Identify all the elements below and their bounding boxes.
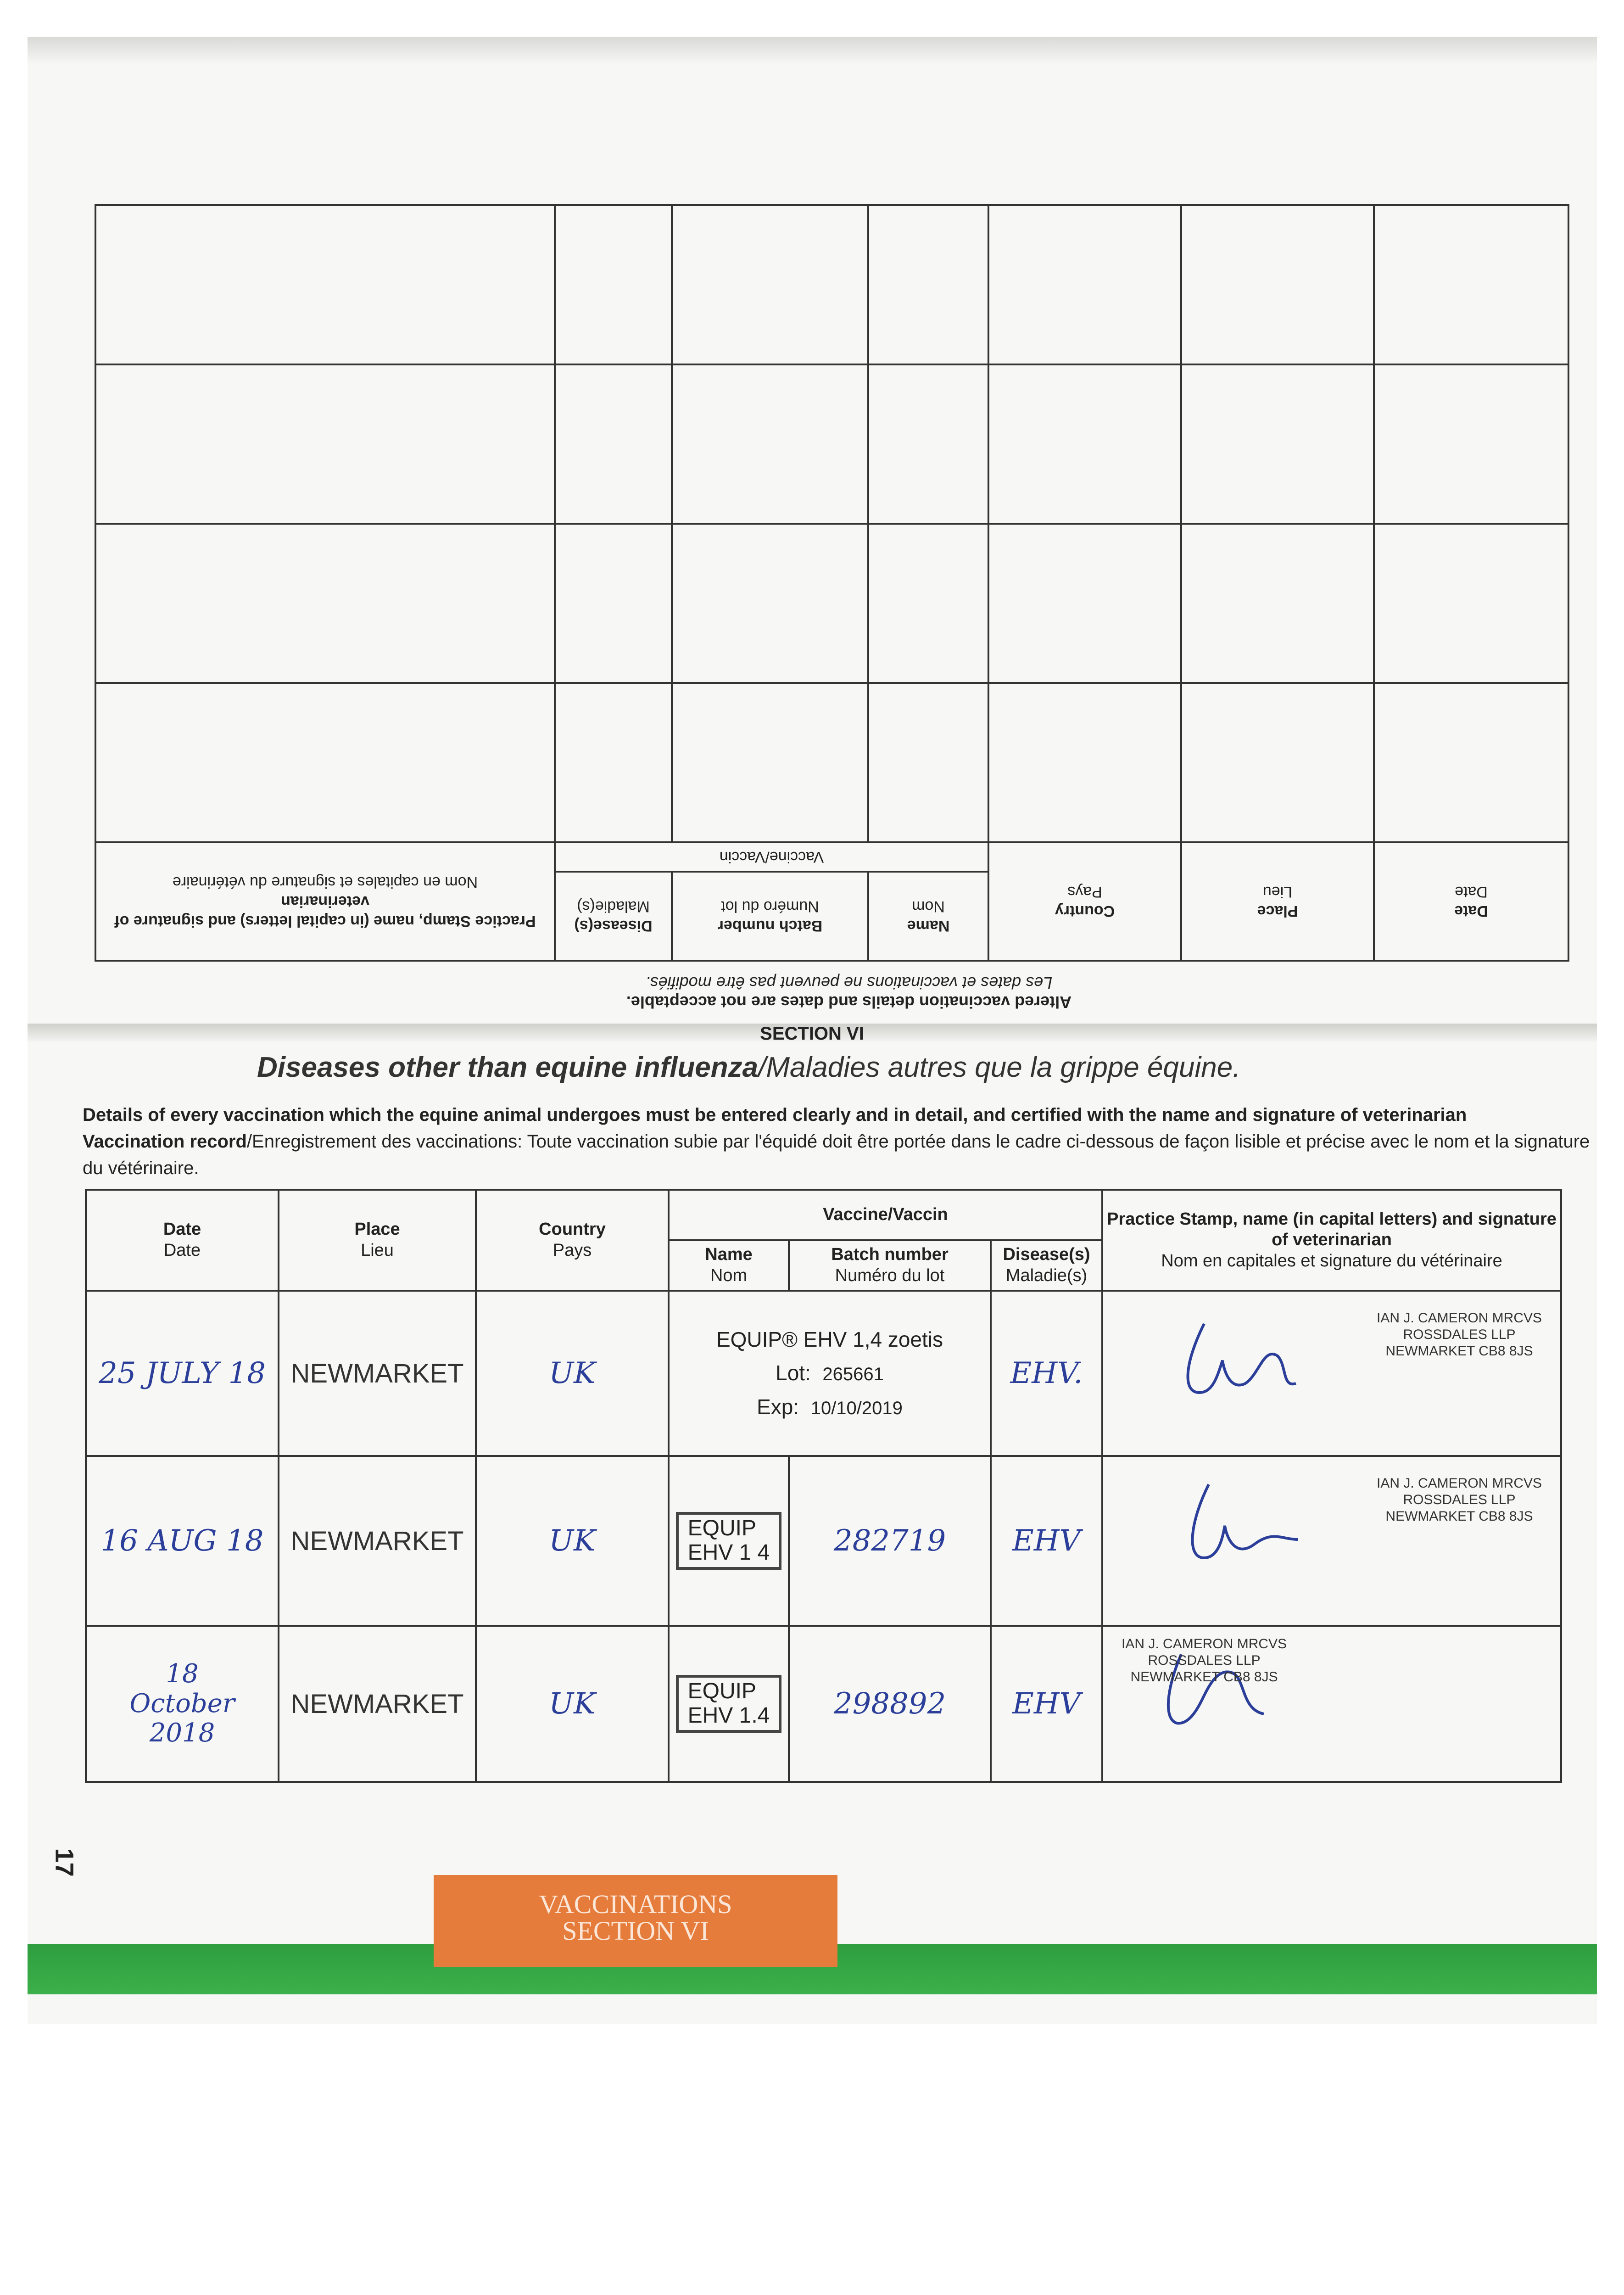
header-country: Country Pays (476, 1190, 669, 1291)
disease-cell[interactable]: EHV. (991, 1291, 1102, 1456)
place-cell[interactable]: NEWMARKET (279, 1456, 476, 1626)
upper-header-vaccine-group: Vaccine/Vaccin (555, 842, 988, 872)
upper-cell[interactable] (1181, 683, 1374, 842)
header-disease: Disease(s) Maladie(s) (991, 1240, 1102, 1291)
vaccine-name-cell[interactable] (669, 1626, 789, 1782)
vaccination-record-table (85, 1189, 1560, 1781)
vaccine-product: EQUIP® EHV 1,4 zoetis (716, 1327, 943, 1351)
table-row (86, 1456, 1561, 1626)
date-cell[interactable]: 25 JULY 18 (86, 1291, 279, 1456)
upper-vaccination-table (96, 204, 1569, 962)
section-label: SECTION VI (760, 1024, 864, 1044)
country-cell[interactable]: UK (476, 1626, 669, 1782)
upper-cell[interactable] (1374, 205, 1568, 364)
date-cell[interactable]: 18 October 2018 (86, 1626, 279, 1782)
upper-cell[interactable] (988, 205, 1181, 364)
upper-cell[interactable] (672, 205, 868, 364)
vaccine-stamp: EQUIP EHV 1 4 (676, 1512, 782, 1570)
header-batch: Batch number Numéro du lot (789, 1240, 991, 1291)
practice-stamp-cell[interactable] (1102, 1626, 1561, 1782)
place-cell[interactable]: NEWMARKET (279, 1626, 476, 1782)
upper-cell[interactable] (95, 364, 555, 524)
upper-cell[interactable] (95, 683, 555, 842)
upper-cell[interactable] (868, 205, 988, 364)
upper-cell[interactable] (95, 524, 555, 683)
page-number: 17 (50, 1848, 79, 1877)
disease-cell[interactable]: EHV (991, 1456, 1102, 1626)
practice-stamp: IAN J. CAMERON MRCVS ROSSDALES LLP NEWMARKET CB8 8JS (1122, 1636, 1287, 1685)
upper-note-en: Altered vaccination details and dates are not acceptable. (626, 993, 1072, 1012)
practice-stamp-cell[interactable] (1102, 1456, 1561, 1626)
place-cell[interactable]: NEWMARKET (279, 1291, 476, 1456)
upper-header-disease: Disease(s) Maladie(s) (555, 872, 672, 961)
upper-header-country: Country Pays (988, 842, 1181, 961)
table-row (86, 1291, 1561, 1456)
upper-cell[interactable] (555, 524, 672, 683)
upper-note-fr: Les dates et vaccinations ne peuvent pas être modifiés. (645, 974, 1053, 992)
veterinarian-signature (1172, 1305, 1300, 1406)
upper-cell[interactable] (868, 524, 988, 683)
upper-cell[interactable] (555, 364, 672, 524)
section-instructions: Details of every vaccination which the equine animal undergoes must be entered clearly and in detail, and certified with the name and signature of veterinarian Vaccination record/Enregistrement des vaccinations: Toute vaccination subie par l'équidé doit être portée dans le cadre ci-dessous de façon lisible et précise avec le nom et la signature du vétérinaire. (83, 1105, 1590, 1178)
upper-table-notes (551, 973, 1147, 1012)
upper-cell[interactable] (1181, 205, 1374, 364)
upper-cell[interactable] (1374, 683, 1568, 842)
practice-stamp-cell[interactable] (1102, 1291, 1561, 1456)
vaccine-stamp-cell[interactable] (669, 1291, 991, 1456)
upper-cell[interactable] (95, 205, 555, 364)
upper-cell[interactable] (1181, 524, 1374, 683)
upper-header-name: Name Nom (868, 872, 988, 961)
upper-cell[interactable] (1374, 364, 1568, 524)
disease-cell[interactable]: EHV (991, 1626, 1102, 1782)
batch-cell[interactable]: 298892 (789, 1626, 991, 1782)
practice-stamp: IAN J. CAMERON MRCVS ROSSDALES LLP NEWMARKET CB8 8JS (1376, 1310, 1542, 1359)
upper-cell[interactable] (1181, 364, 1374, 524)
table-row (86, 1626, 1561, 1782)
upper-header-stamp: Practice Stamp, name (in capital letters) and signature of veterinarian Nom en capitales et signature du vétérinaire (95, 842, 555, 961)
vaccine-name-cell[interactable] (669, 1456, 789, 1626)
upper-header-place: Place Lieu (1181, 842, 1374, 961)
upper-cell[interactable] (672, 524, 868, 683)
practice-stamp: IAN J. CAMERON MRCVS ROSSDALES LLP NEWMARKET CB8 8JS (1376, 1476, 1542, 1524)
vaccine-exp: Exp: 10/10/2019 (757, 1394, 903, 1419)
header-place: Place Lieu (279, 1190, 476, 1291)
country-cell[interactable]: UK (476, 1456, 669, 1626)
page-top-edge (28, 37, 1597, 64)
section-title: Diseases other than equine influenza/Maladies autres que la grippe équine. (257, 1052, 1241, 1083)
upper-cell[interactable] (1374, 524, 1568, 683)
upper-cell[interactable] (868, 364, 988, 524)
upper-cell[interactable] (555, 683, 672, 842)
batch-cell[interactable]: 282719 (789, 1456, 991, 1626)
header-name: Name Nom (669, 1240, 789, 1291)
vaccine-lot: Lot: 265661 (776, 1361, 884, 1385)
vaccine-stamp: EQUIP EHV 1.4 (676, 1675, 782, 1733)
country-cell[interactable]: UK (476, 1291, 669, 1456)
header-vaccine-group: Vaccine/Vaccin (669, 1190, 1102, 1240)
upper-cell[interactable] (672, 683, 868, 842)
header-date: Date Date (86, 1190, 279, 1291)
date-cell[interactable]: 16 AUG 18 (86, 1456, 279, 1626)
upper-cell[interactable] (868, 683, 988, 842)
upper-cell[interactable] (555, 205, 672, 364)
upper-header-batch: Batch number Numéro du lot (672, 872, 868, 961)
upper-header-date: Date Date (1374, 842, 1568, 961)
section-tab: VACCINATIONS SECTION VI (434, 1875, 837, 1967)
upper-cell[interactable] (672, 364, 868, 524)
upper-cell[interactable] (988, 524, 1181, 683)
upper-cell[interactable] (988, 683, 1181, 842)
veterinarian-signature (1172, 1471, 1300, 1572)
upper-cell[interactable] (988, 364, 1181, 524)
header-practice-stamp: Practice Stamp, name (in capital letters) and signature of veterinarian Nom en capitales et signature du vétérinaire (1102, 1190, 1561, 1291)
